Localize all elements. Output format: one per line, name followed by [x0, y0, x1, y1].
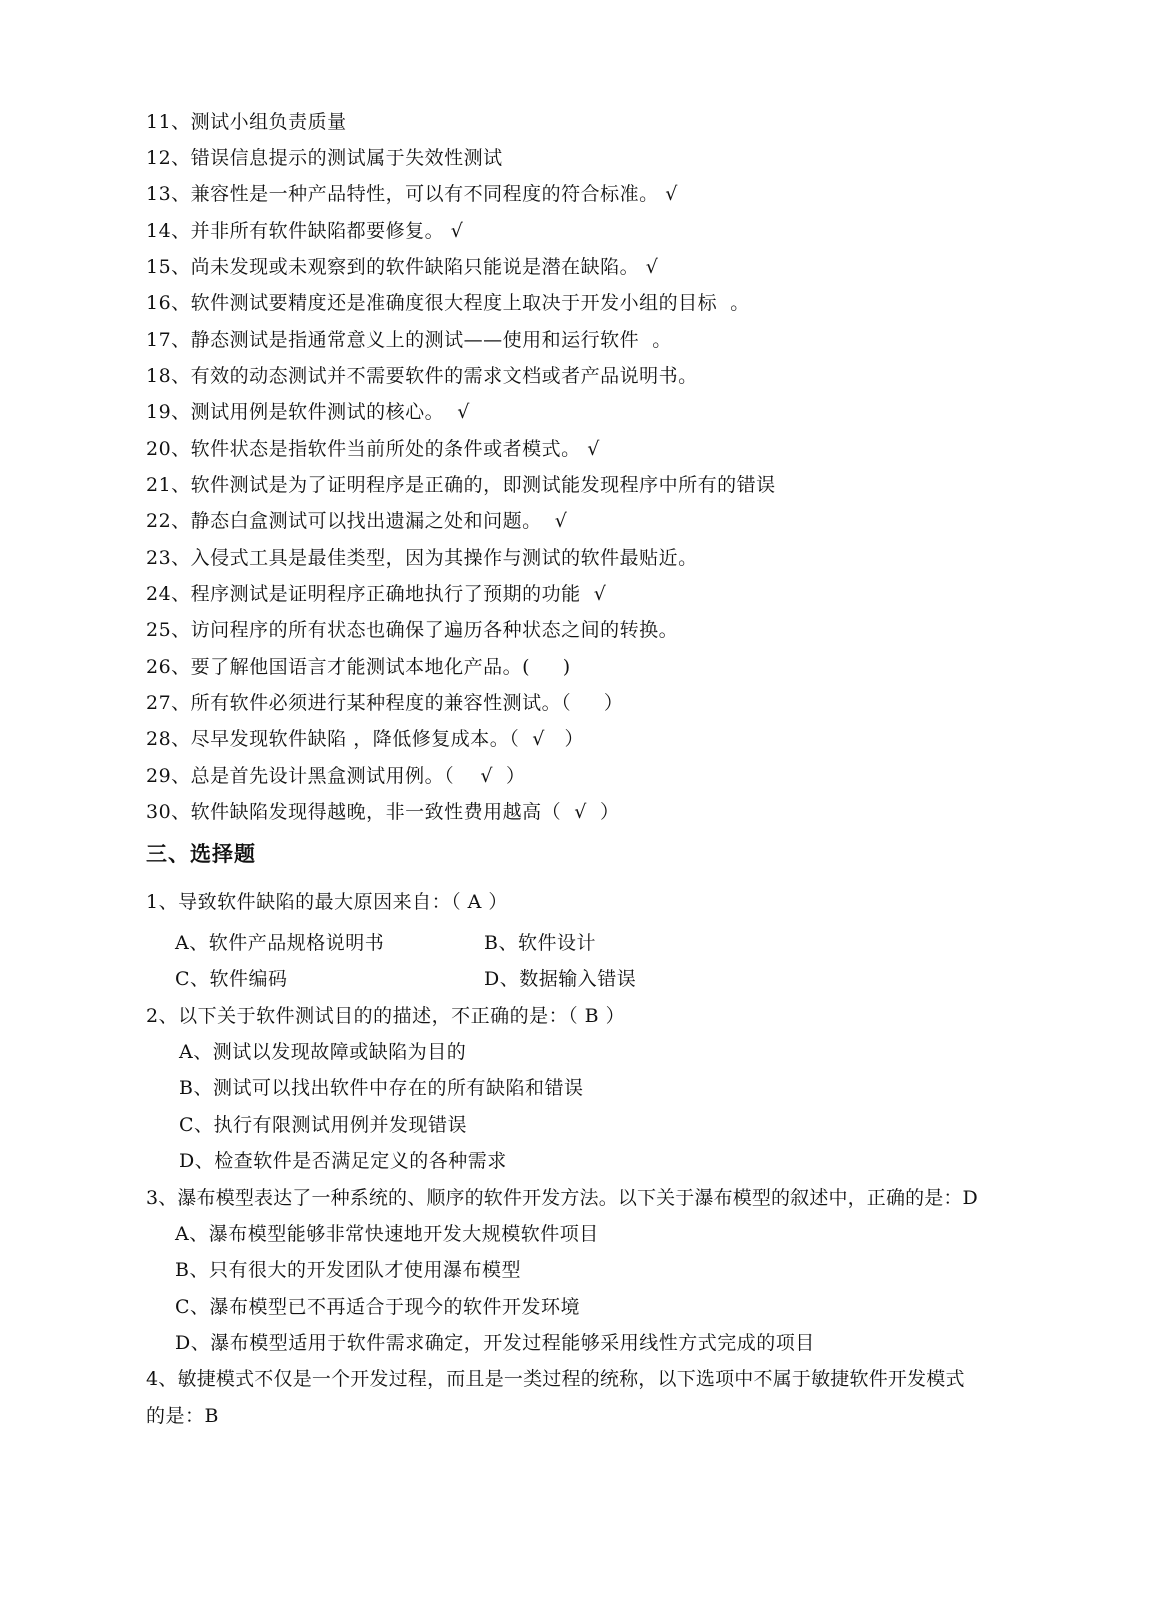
- question-3-option-b: B、只有很大的开发团队才使用瀑布模型: [175, 1259, 521, 1281]
- question-3-option-a: A、瀑布模型能够非常快速地开发大规模软件项目: [175, 1223, 599, 1245]
- tf-item-13: 13、兼容性是一种产品特性，可以有不同程度的符合标准。 √: [146, 183, 678, 205]
- question-3-option-d: D、瀑布模型适用于软件需求确定，开发过程能够采用线性方式完成的项目: [175, 1332, 815, 1354]
- tf-item-22: 22、静态白盒测试可以找出遗漏之处和问题。 √: [146, 510, 568, 532]
- tf-item-11: 11、测试小组负责质量: [146, 111, 347, 133]
- tf-item-12: 12、错误信息提示的测试属于失效性测试: [146, 147, 503, 169]
- question-3-option-c: C、瀑布模型已不再适合于现今的软件开发环境: [175, 1296, 581, 1318]
- question-2-option-b: B、测试可以找出软件中存在的所有缺陷和错误: [179, 1077, 584, 1099]
- question-1-option-b: B、软件设计: [484, 932, 596, 954]
- tf-item-18: 18、有效的动态测试并不需要软件的需求文档或者产品说明书。: [146, 365, 698, 387]
- tf-item-30: 30、软件缺陷发现得越晚，非一致性费用越高（ √ ）: [146, 801, 620, 823]
- tf-item-28: 28、尽早发现软件缺陷 ，降低修复成本。（ √ ）: [146, 728, 585, 750]
- question-2-option-d: D、检查软件是否满足定义的各种需求: [179, 1150, 507, 1172]
- tf-item-17: 17、静态测试是指通常意义上的测试——使用和运行软件 。: [146, 329, 672, 351]
- tf-item-16: 16、软件测试要精度还是准确度很大程度上取决于开发小组的目标 。: [146, 292, 750, 314]
- question-1-option-a: A、软件产品规格说明书: [175, 932, 385, 954]
- tf-item-26: 26、要了解他国语言才能测试本地化产品。( ): [146, 656, 571, 678]
- tf-item-27: 27、所有软件必须进行某种程度的兼容性测试。（ ）: [146, 692, 624, 714]
- question-1-option-c: C、软件编码: [175, 968, 288, 990]
- question-1-option-d: D、数据输入错误: [484, 968, 637, 990]
- tf-item-20: 20、软件状态是指软件当前所处的条件或者模式。 √: [146, 438, 600, 460]
- section-heading: 三、选择题: [146, 842, 256, 866]
- question-4-stem-line-1: 4、敏捷模式不仅是一个开发过程，而且是一类过程的统称，以下选项中不属于敏捷软件开发模式: [146, 1368, 965, 1390]
- question-2-option-a: A、测试以发现故障或缺陷为目的: [179, 1041, 467, 1063]
- tf-item-19: 19、测试用例是软件测试的核心。 √: [146, 401, 470, 423]
- tf-item-24: 24、程序测试是证明程序正确地执行了预期的功能 √: [146, 583, 607, 605]
- tf-item-21: 21、软件测试是为了证明程序是正确的，即测试能发现程序中所有的错误: [146, 474, 776, 496]
- question-3-stem: 3、瀑布模型表达了一种系统的、顺序的软件开发方法。以下关于瀑布模型的叙述中，正确的是：D: [146, 1187, 978, 1209]
- tf-item-25: 25、访问程序的所有状态也确保了遍历各种状态之间的转换。: [146, 619, 679, 641]
- question-1-stem: 1、导致软件缺陷的最大原因来自：（ A ）: [146, 891, 508, 913]
- tf-item-14: 14、并非所有软件缺陷都要修复。 √: [146, 220, 464, 242]
- question-4-stem-line-2: 的是：B: [146, 1405, 219, 1427]
- tf-item-23: 23、入侵式工具是最佳类型，因为其操作与测试的软件最贴近。: [146, 547, 698, 569]
- question-2-option-c: C、执行有限测试用例并发现错误: [179, 1114, 468, 1136]
- question-2-stem: 2、以下关于软件测试目的的描述，不正确的是：（ B ）: [146, 1005, 626, 1027]
- tf-item-29: 29、总是首先设计黑盒测试用例。（ √ ）: [146, 765, 526, 787]
- tf-item-15: 15、尚未发现或未观察到的软件缺陷只能说是潜在缺陷。 √: [146, 256, 659, 278]
